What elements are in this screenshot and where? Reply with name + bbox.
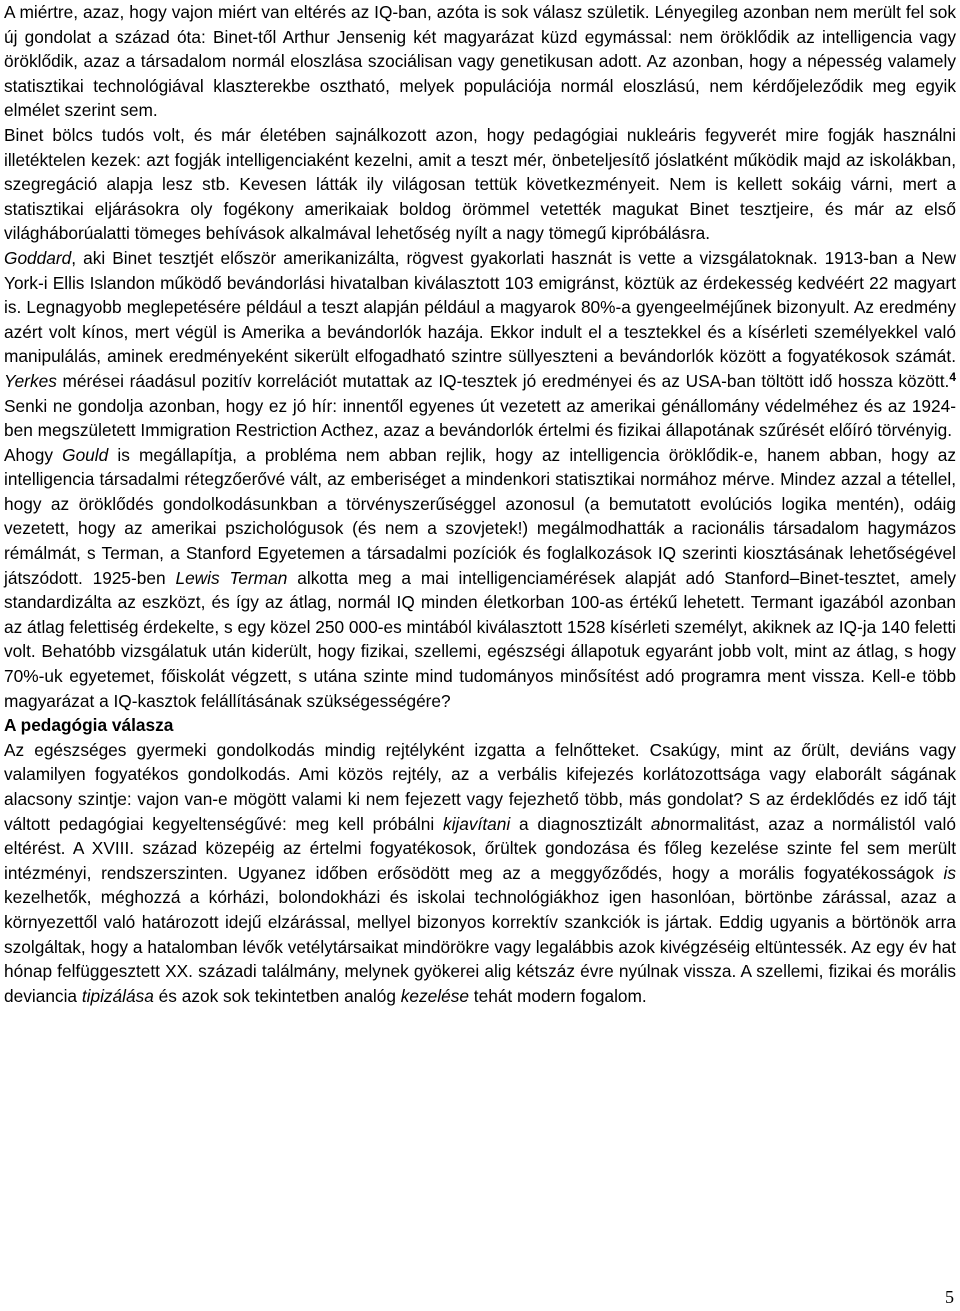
paragraph-5-text-d: kezelhetők, méghozzá a kórházi, bolondokházi és iskolai technológiákhoz igen hasonlóan, börtönbe zárással, azaz a környezettől való határozott idejű elzárással, mellyel bizonyos korrektív szankciók is jártak. Eddig ugyanis a börtönök arra szolgáltak, hogy a hatalomban lévők vetélytársaikat mindörökre vagy legalábbis azok kivégzéséig eltüntessék. Az egy év hat hónap felfüggesztett XX. századi találmány, melynek gyökerei alig kétszáz évre nyúlnak vissza. A szellemi, fizikai és morális deviancia — [4, 887, 956, 1006]
document-page — [4, 0, 956, 1008]
paragraph-5-text-e: és azok sok tekintetben analóg — [153, 985, 401, 1006]
paragraph-1: A miértre, azaz, hogy vajon miért van eltérés az IQ-ban, azóta is sok válasz születik. Lényegileg azonban nem merült fel sok új gondolat a század óta: Binet-től Arthur Jensenig két magyarázat küzd egymással: nem öröklődik az intelligencia vagy öröklődik, azaz a társadalom normál eloszlása szociálisan vagy genetikusan adott. Az azonban, hogy a népesség valamely statisztikai technológiával klaszterekbe osztható, melyek populációja normál eloszlású, nem kérdőjeleződik meg egyik elmélet szerint sem. — [4, 2, 956, 121]
paragraph-4 — [4, 443, 956, 714]
name-gould: Gould — [62, 444, 109, 465]
paragraph-5-text-b: a diagnosztizált — [510, 813, 651, 834]
term-is: is — [943, 862, 956, 883]
paragraph-4-text-a: Ahogy — [4, 444, 63, 465]
footnote-marker[interactable]: 4 — [949, 369, 956, 384]
paragraph-5-text-c: normalitást, azaz a normálistól való eltérést. A XVIII. század közepéig az értelmi fogyatékosok, őrültek gondozása és főleg kezelése szinte fel sem merült intézményi, rendszerszinten. Ugyanez időben erősödött meg az a meggyőződés, hogy a morális fogyatékosságok — [4, 813, 956, 883]
name-lewis-terman: Lewis Terman — [175, 567, 288, 588]
paragraph-4-text-c: alkotta meg a mai intelligenciamérések alapját adó Stanford–Binet-tesztet, amely standardizálta az eszközt, és így az átlag, normál IQ minden életkorban 100-as értékű lehetett. Termant igazából azonban az átlag felettiség érdekelte, s egy közel 250 000-es mintából kiválasztott 1528 kísérleti személyt, akiknek az IQ-ja 140 feletti volt. Behatóbb vizsgálatuk után kiderült, hogy fizikai, szellemi, egészségi állapotuk egyaránt jobb volt, mint az átlag, s hogy 70%-uk egyetemet, főiskolát végzett, s utána szinte mind tudományos minősítést adó programra ment vissza. Kell-e több magyarázat a IQ-kasztok felállításának szükségességére? — [4, 567, 957, 711]
paragraph-3 — [4, 246, 956, 443]
paragraph-3-text-b: mérései ráadásul pozitív korrelációt mutattak az IQ-tesztek jó eredményei és az USA-ban töltött idő hossza között. — [56, 370, 950, 391]
paragraph-2: Binet bölcs tudós volt, és már életében sajnálkozott azon, hogy pedagógiai nukleáris fegyverét mire fogják használni illetéktelen kezek: azt fogják intelligenciaként kezelni, amit a teszt mér, önbeteljesítő jóslatként működik majd az iskolákban, szegregáció alapja lesz stb. Kevesen látták ily világosan tettük következményeit. Nem is kellett sokáig várni, mert a statisztikai eljárásokra oly fogékony amerikaiak boldog örömmel vetették magukat Binet tesztjeire, és már az első világháborúalatti tömeges behívások alkalmával lehetőség nyílt a nagy tömegű kipróbálásra. — [4, 124, 956, 244]
paragraph-5-text-f: tehát modern fogalom. — [469, 985, 647, 1006]
paragraph-3-text-a: , aki Binet tesztjét először amerikanizálta, rögvest gyakorlati hasznát is vette a vizsgálatoknak. 1913-ban a New York-i Ellis Islandon működő bevándorlási hivatalban kiválasztott 103 emigránst, köztük az érdekesség kedvéért 22 magyart is. Legnagyobb meglepetésére például a teszt alapján például a magyarok 80%-a gyengeelméjűnek bizonyult. Az eredmény azért volt kínos, mert végül is Amerika a bevándorlók hazája. Ekkor indult el a tesztekkel és a kísérleti személyekkel való manipulálás, aminek eredményeként sikerült elfogadható szintre süllyeszteni a bevándorlók között a fogyatékosok számát. — [4, 247, 956, 367]
term-tipizalasa: tipizálása — [81, 985, 154, 1006]
term-ab: ab — [650, 813, 671, 834]
term-kijavitani: kijavítani — [442, 813, 511, 834]
name-yerkes: Yerkes — [4, 370, 57, 391]
paragraph-3-text-c: Senki ne gondolja azonban, hogy ez jó hír: innentől egyenes út vezetett az amerikai génállomány védelméhez és az 1924-ben megszületett Immigration Restriction Acthez, azaz a bevándorlók értelmi és fizikai állapotának szűrését előíró törvényig. — [4, 395, 956, 441]
section-heading: A pedagógia válasza — [4, 715, 174, 736]
name-goddard: Goddard — [4, 247, 72, 268]
term-kezelese: kezelése — [400, 985, 469, 1006]
paragraph-4-text-b: is megállapítja, a probléma nem abban rejlik, hogy az intelligencia öröklődik-e, hanem abban, hogy az intelligencia társadalmi rétegzőerővé vált, az emberiséget a mindenkori statisztikai normához mérve. Mindez azzal a tétellel, hogy az öröklődés gondolkodásunkban a törvényszerűséggel azonosul (a bemutatott evolúciós logika mentén), odáig vezetett, hogy az amerikai pszichológusok (és nem a szovjetek!) megálmodhatták a racionális társadalom hagymázos rémálmát, s Terman, a Stanford Egyetemen a társadalmi pozíciók és foglalkozások IQ szerinti kiosztásának lehetőségével játszódott. 1925-ben — [4, 444, 956, 588]
paragraph-5-text-a: Az egészséges gyermeki gondolkodás mindig rejtélyként izgatta a felnőtteket. Csakúgy, mint az őrült, deviáns vagy valamilyen fogyatékos gondolkodás. Ami közös rejtély, az a verbális kifejezés korlátozottsága vagy elaborált ságának alacsony szintje: vajon van-e mögött valami ki nem fejezett vagy fejezhető több, más gondolat? S az érdeklődés ez idő tájt váltott pedagógiai kegyeltenségűvé: meg kell próbálni — [4, 739, 956, 834]
paragraph-5 — [4, 738, 956, 1009]
page-number: 5 — [945, 1287, 954, 1307]
